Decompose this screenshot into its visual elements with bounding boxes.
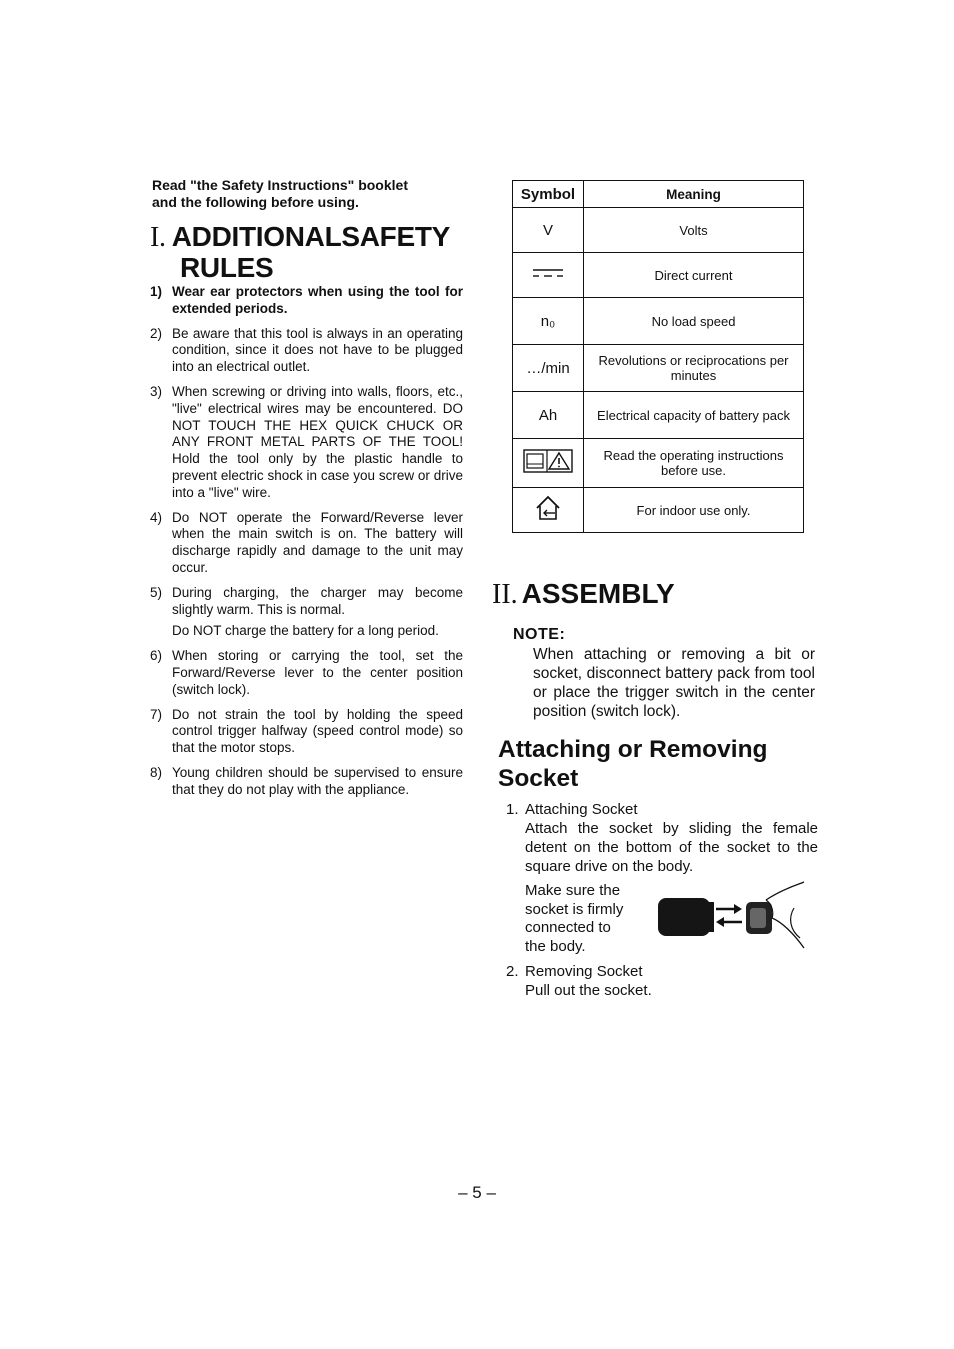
step-2-text: Pull out the socket. (525, 982, 652, 999)
step-2-title-row (506, 962, 806, 981)
rule-text: Be aware that this tool is always in an operating condition, since it does not have to be plugged into an electrical outlet. (172, 325, 463, 375)
symbol-table-header (513, 181, 804, 208)
rule-text: Do NOT operate the Forward/Reverse lever when the main switch is on. The battery will discharge rapidly and damage to the unit may occur. (172, 509, 463, 575)
rule-number: 1) (150, 284, 163, 299)
meaning-cell: For indoor use only. (584, 488, 804, 533)
rule-item (150, 326, 463, 376)
step-attaching-socket (506, 800, 818, 876)
symbol-row (513, 253, 804, 298)
step-2-number: 2. (506, 963, 519, 980)
rule-text: When screwing or driving into walls, floors, etc., "live" electrical wires may be encountered. DO NOT TOUCH THE HEX QUICK CHUCK OR ANY FRONT METAL PARTS OF THE TOOL! Hold the tool only by the plastic handle to prevent electric shock in case you screw or drive into a "live" wire. (172, 383, 463, 500)
rule-text: Do not strain the tool by holding the speed control trigger halfway (speed control mode) so that the motor stops. (172, 706, 463, 756)
subheading-line-2: Socket (498, 765, 579, 792)
symbol-row (513, 298, 804, 345)
read-instructions-warning-icon (523, 448, 573, 474)
section-1-heading (150, 222, 480, 283)
section-2-number: II. (492, 579, 518, 610)
socket-attach-illustration (654, 878, 808, 950)
symbol-cell: V (513, 208, 584, 253)
rule-number: 5) (150, 584, 163, 600)
symbol-row (513, 208, 804, 253)
rule-item (150, 284, 463, 318)
note-text: When attaching or removing a bit or socket, disconnect battery pack from tool or place the trigger switch in the center position (switch lock). (533, 646, 815, 720)
symbol-row (513, 488, 804, 533)
note-label: NOTE: (513, 626, 566, 643)
section-1-number: I. (150, 222, 166, 253)
meaning-cell: Volts (584, 208, 804, 253)
section-1-title-line-2: RULES (180, 252, 274, 283)
symbol-cell (513, 439, 584, 488)
symbol-row (513, 392, 804, 439)
meaning-cell: Read the operating instructions before use. (584, 439, 804, 488)
rule-item (150, 765, 463, 799)
rule-item (150, 384, 463, 502)
intro-note (152, 177, 472, 211)
step-1-title-row (506, 800, 818, 819)
meaning-cell: Electrical capacity of battery pack (584, 392, 804, 439)
symbol-cell: Ah (513, 392, 584, 439)
symbol-cell: …/min (513, 345, 584, 392)
rule-number: 4) (150, 509, 163, 525)
section-2-title: ASSEMBLY (521, 578, 675, 609)
rule-text: Young children should be supervised to ensure that they do not play with the appliance. (172, 764, 463, 797)
symbol-table (512, 180, 804, 533)
symbol-row (513, 345, 804, 392)
rule-number: 8) (150, 764, 163, 780)
step-1-title: Attaching Socket (525, 801, 638, 818)
symbol-cell (513, 488, 584, 533)
symbol-cell: n₀ (513, 298, 584, 345)
rule-number: 2) (150, 325, 163, 341)
section-1-title-line-1: ADDITIONALSAFETY (171, 221, 451, 252)
intro-line-1: Read "the Safety Instructions" booklet (152, 177, 408, 193)
safety-rules-list (150, 284, 463, 807)
rule-subnote: Do NOT charge the battery for a long period. (172, 623, 439, 639)
symbol-row (513, 439, 804, 488)
rule-text: When storing or carrying the tool, set the Forward/Reverse lever to the center position (switch lock). (172, 648, 463, 697)
step-removing-socket (506, 962, 806, 1000)
rule-text: Wear ear protectors when using the tool for extended periods. (172, 284, 463, 316)
symbol-cell (513, 253, 584, 298)
rule-item (150, 648, 463, 698)
step-2-title: Removing Socket (525, 963, 643, 980)
page-number: – 5 – (458, 1183, 496, 1202)
step-1-number: 1. (506, 801, 519, 818)
make-sure-text: Make sure the socket is firmly connected to the body. (525, 882, 624, 955)
rule-text: During charging, the charger may become slightly warm. This is normal. (172, 584, 463, 617)
rule-item (150, 707, 463, 757)
attaching-removing-heading (498, 735, 808, 793)
rule-number: 6) (150, 648, 163, 664)
step-1-text: Attach the socket by sliding the female detent on the bottom of the socket to the square drive on the body. (525, 820, 818, 875)
symbol-column-header: Symbol (513, 181, 584, 208)
subheading-line-1: Attaching or Removing (498, 736, 768, 763)
meaning-cell: Direct current (584, 253, 804, 298)
rule-number: 7) (150, 706, 163, 722)
rule-number: 3) (150, 383, 163, 399)
meaning-column-header: Meaning (584, 181, 804, 208)
meaning-cell: No load speed (584, 298, 804, 345)
section-2-heading (492, 578, 812, 611)
indoor-use-icon (533, 494, 563, 522)
direct-current-icon (531, 266, 565, 280)
rule-item (150, 510, 463, 577)
rule-item (150, 585, 463, 640)
intro-line-2: and the following before using. (152, 194, 359, 210)
meaning-cell: Revolutions or reciprocations per minutes (584, 345, 804, 392)
